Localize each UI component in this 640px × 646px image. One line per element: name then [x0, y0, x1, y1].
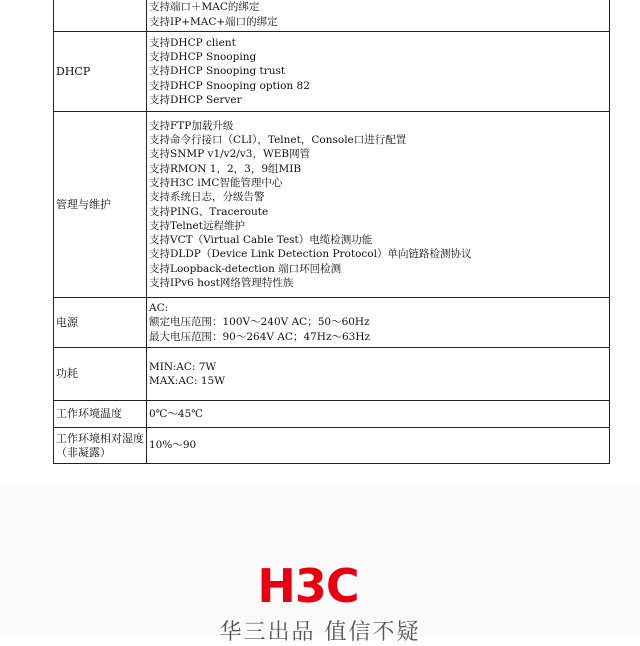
- value-line: 支持端口＋MAC的绑定: [149, 1, 260, 14]
- row-values: [147, 112, 610, 298]
- value-line: 支持FTP加载升级: [149, 119, 234, 132]
- value-line: 0℃～45℃: [149, 407, 204, 420]
- row-values: [147, 401, 610, 428]
- value-line: 支持SNMP v1/v2/v3，WEB网管: [149, 148, 311, 161]
- value-line: 支持DHCP client: [149, 36, 236, 49]
- value-line: 最大电压范围：90～264V AC；47Hz～63Hz: [149, 330, 371, 343]
- row-key: 电源: [54, 298, 147, 348]
- row-values: [147, 428, 610, 464]
- row-key: DHCP: [54, 32, 147, 112]
- row-values: [147, 298, 610, 348]
- table-row: [54, 348, 610, 401]
- logo-wordmark: H3C: [257, 560, 359, 610]
- row-key: 工作环境相对湿度（非凝露）: [54, 428, 147, 464]
- value-line: 支持DLDP（Device Link Detection Protocol）单向链路检测协议: [149, 248, 472, 261]
- value-line: 支持DHCP Snooping: [149, 51, 257, 64]
- row-key: 管理与维护: [54, 112, 147, 298]
- row-key: [54, 0, 147, 32]
- value-line: MIN:AC: 7W: [149, 360, 217, 373]
- value-line: AC:: [149, 302, 169, 315]
- table-row: [54, 32, 610, 112]
- value-line: 额定电压范围：100V～240V AC；50～60Hz: [149, 316, 370, 329]
- value-line: 支持RMON 1，2，3，9组MIB: [149, 162, 302, 175]
- spec-table: [53, 0, 610, 464]
- table-row: [54, 401, 610, 428]
- table-row: [54, 112, 610, 298]
- row-values: [147, 0, 610, 32]
- value-line: 支持Telnet远程维护: [149, 219, 245, 232]
- value-line: MAX:AC: 15W: [149, 375, 225, 387]
- h3c-logo: [248, 560, 368, 610]
- value-line: 支持VCT（Virtual Cable Test）电缆检测功能: [149, 234, 373, 247]
- value-line: 支持PING、Traceroute: [149, 205, 269, 218]
- value-line: 支持H3C iMC智能管理中心: [149, 176, 283, 189]
- value-line: 支持DHCP Snooping option 82: [149, 79, 310, 92]
- brand-slogan: 华三出品 值信不疑: [219, 620, 421, 645]
- table-row: [54, 428, 610, 464]
- value-line: 支持命令行接口（CLI），Telnet，Console口进行配置: [149, 134, 407, 147]
- value-line: 10%～90: [149, 439, 197, 452]
- row-values: [147, 32, 610, 112]
- value-line: 支持DHCP Snooping trust: [149, 65, 286, 78]
- row-values: [147, 348, 610, 401]
- table-row: [54, 0, 610, 32]
- row-key: 工作环境温度: [54, 401, 147, 428]
- value-line: 支持IPv6 host网络管理特性族: [149, 276, 294, 289]
- value-line: 支持Loopback-detection 端口环回检测: [149, 262, 342, 275]
- value-line: 支持IP+MAC+端口的绑定: [149, 15, 278, 28]
- value-line: 支持DHCP Server: [149, 93, 242, 106]
- table-row: [54, 298, 610, 348]
- value-line: 支持系统日志，分级告警: [149, 191, 265, 204]
- row-key: 功耗: [54, 348, 147, 401]
